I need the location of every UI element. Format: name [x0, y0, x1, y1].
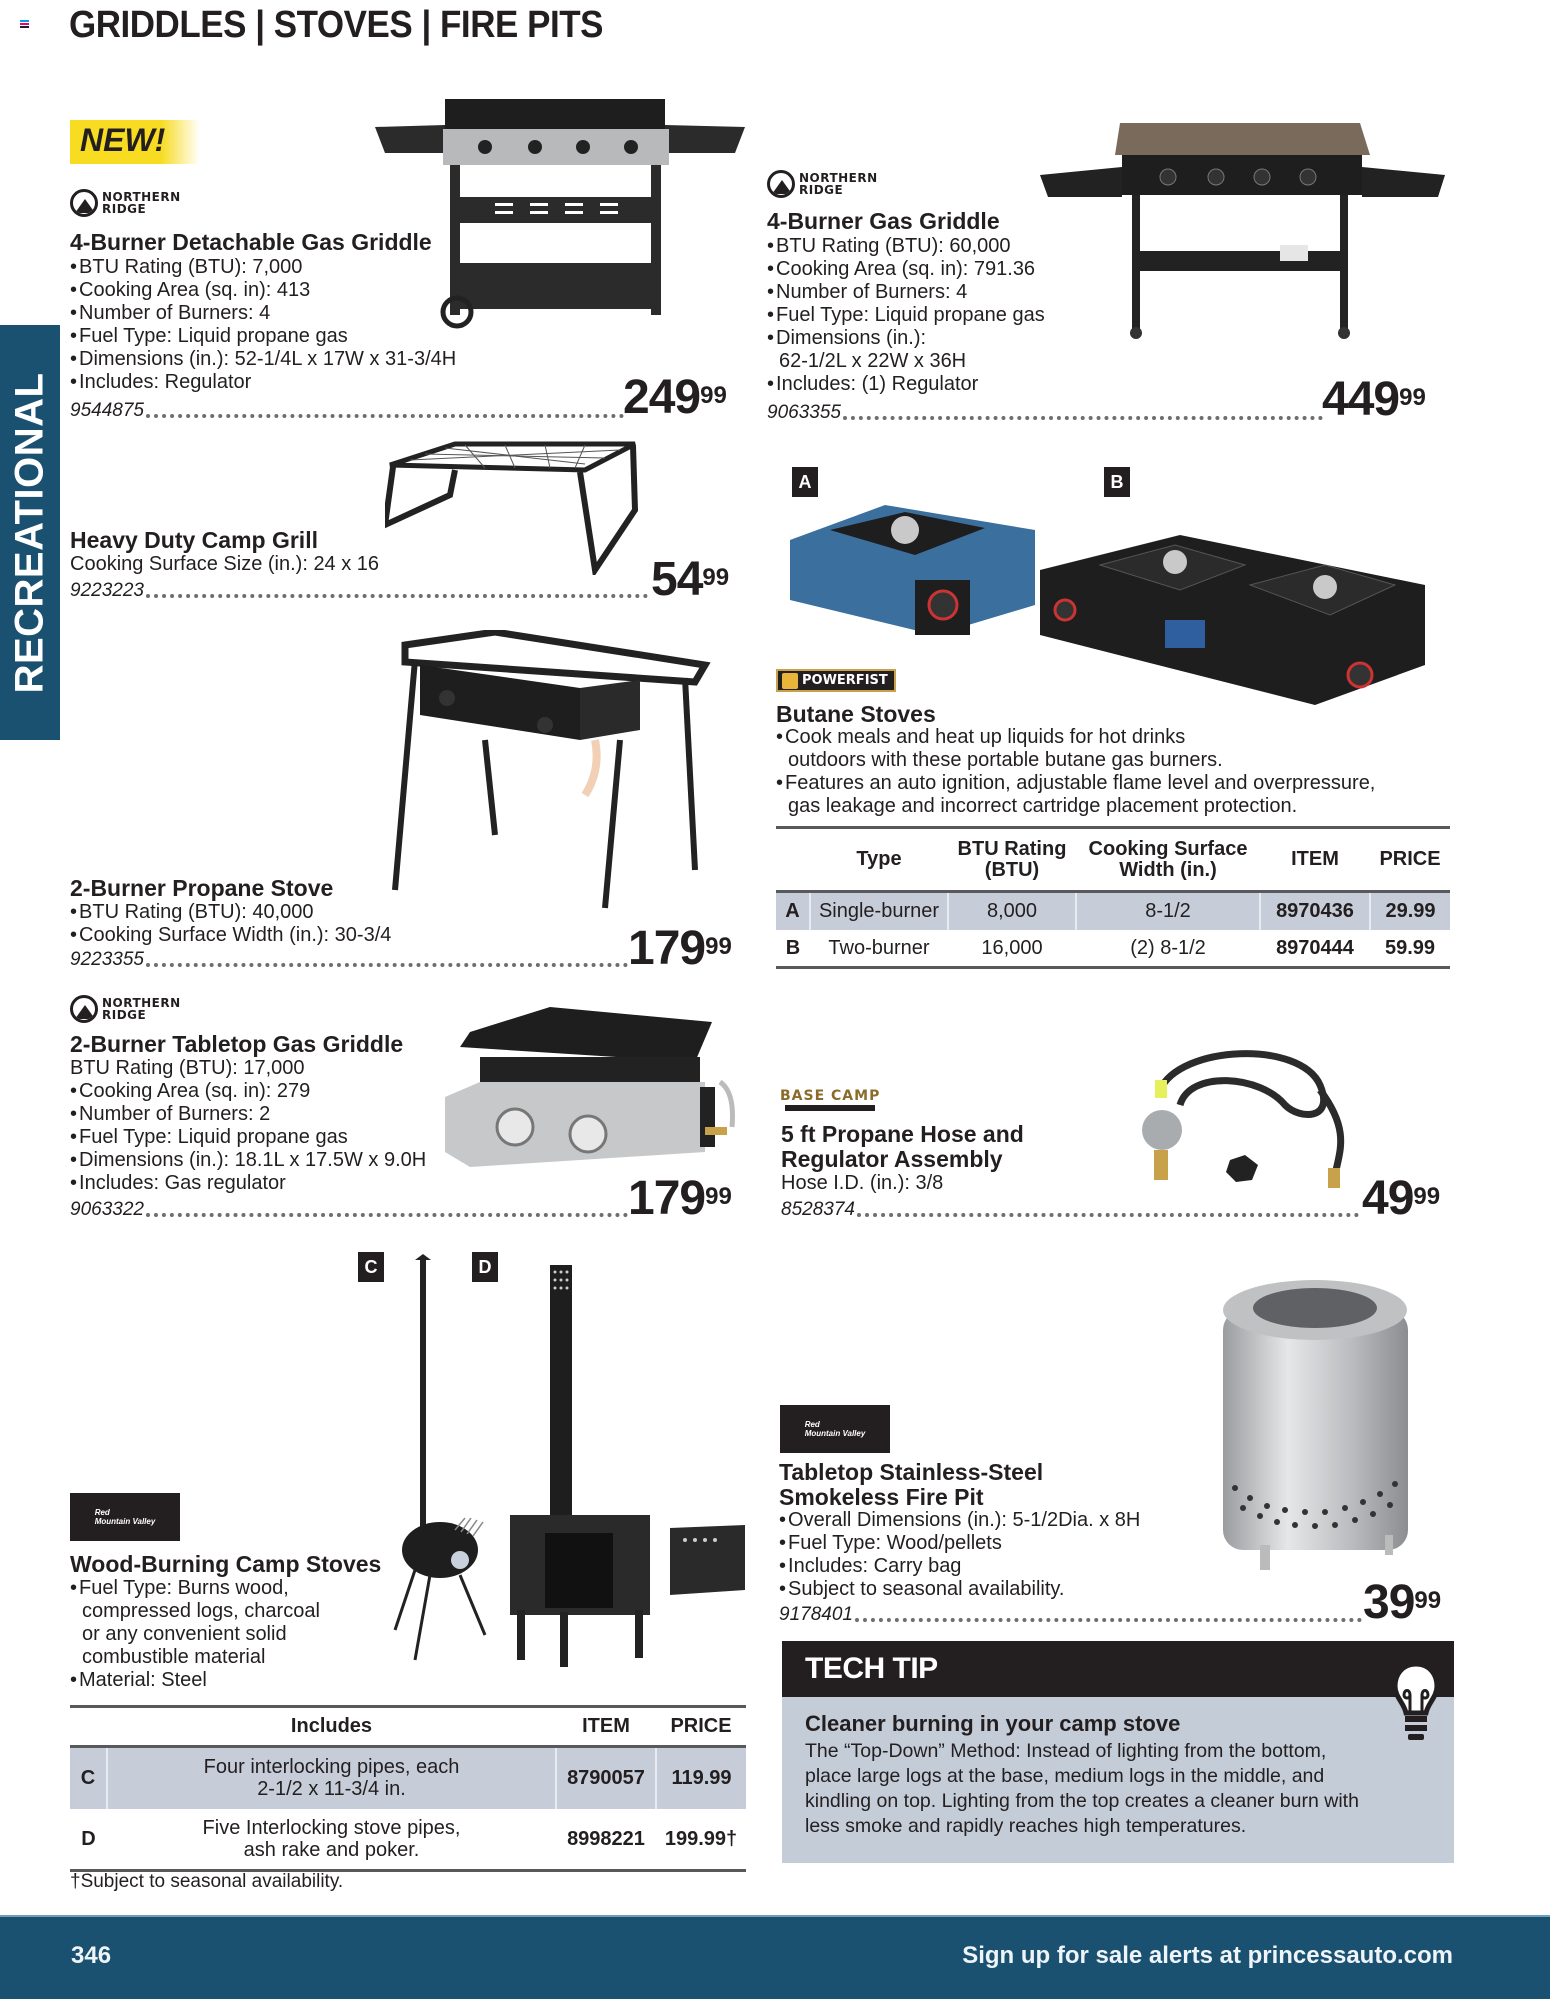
spec-item: • Cooking Surface Width (in.): 30-3/4 [70, 924, 391, 947]
spec-item: • Dimensions (in.): 18.1L x 17.5W x 9.0H [70, 1149, 426, 1172]
tech-tip-line: less smoke and rapidly reaches high temperatures. [805, 1815, 1247, 1837]
spec-item-continued: combustible material [82, 1646, 266, 1668]
brand-label: POWERFIST [802, 673, 888, 688]
price [1363, 1576, 1442, 1629]
variant-label-c: C [358, 1252, 384, 1282]
wood-stoves-table [70, 1705, 746, 1872]
spec-item: • Overall Dimensions (in.): 5-1/2Dia. x 8H [779, 1509, 1140, 1532]
sku: 9063355 [767, 402, 841, 423]
col-header-variant [776, 828, 810, 892]
brand-logo-red-mountain-valley [70, 1493, 180, 1541]
sku-line [781, 1195, 1361, 1221]
cell-type: Single-burner [810, 892, 948, 930]
tabletop-griddle-image [440, 1002, 740, 1167]
spec-item: • BTU Rating (BTU): 7,000 [70, 256, 456, 279]
brand-line: NORTHERN [102, 996, 181, 1010]
brand-line: RIDGE [102, 202, 147, 216]
price-dollars: 449 [1322, 373, 1400, 426]
col-header-width [1076, 828, 1260, 892]
price-dollars: 49 [1362, 1172, 1414, 1225]
col-header-price: PRICE [670, 1715, 732, 1737]
variant-label-b: B [1104, 467, 1130, 497]
spec-list [70, 1057, 426, 1195]
propane-stove-image [385, 630, 715, 915]
section-tab-recreational [0, 325, 60, 740]
price-dollars: 54 [651, 553, 703, 606]
price [1322, 373, 1426, 426]
price [651, 553, 730, 606]
spec-list [767, 235, 1045, 396]
spec-item: • Includes: Regulator [70, 371, 456, 394]
product-name: 4-Burner Gas Griddle [767, 208, 1000, 234]
new-badge-label: NEW! [80, 122, 166, 158]
sku: 9223223 [70, 580, 144, 601]
cell-btu: 8,000 [948, 892, 1076, 930]
leader-dots [146, 1213, 628, 1217]
spec-item-continued: outdoors with these portable butane gas burners. [788, 749, 1223, 771]
product-name: Wood-Burning Camp Stoves [70, 1551, 382, 1577]
product-name [781, 1122, 1024, 1172]
spec-list [70, 901, 391, 947]
product-name-line: 5 ft Propane Hose and [781, 1121, 1024, 1147]
product-name: 4-Burner Detachable Gas Griddle [70, 229, 432, 255]
cell-variant: A [776, 892, 810, 930]
fist-icon [782, 673, 798, 689]
cell-line: Five Interlocking stove pipes, [202, 1816, 461, 1839]
detachable-griddle-image [375, 95, 745, 330]
cell-variant: B [785, 936, 801, 959]
brand-line: NORTHERN [102, 190, 181, 204]
sku-line [70, 945, 630, 971]
cell-price: 59.99 [1384, 936, 1436, 959]
sku-line [779, 1600, 1364, 1626]
cell-variant: D [81, 1827, 96, 1850]
leader-dots [146, 963, 628, 967]
leader-dots [146, 414, 624, 418]
price-cents: 99 [705, 1183, 732, 1210]
col-header-includes: Includes [290, 1715, 373, 1737]
price-cents: 99 [1399, 384, 1426, 411]
price-cents: 99 [700, 382, 727, 409]
sku: 9223355 [70, 949, 144, 970]
table-row [70, 1747, 746, 1809]
page-title: GRIDDLES | STOVES | FIRE PITS [69, 4, 603, 46]
spec-item: • Cooking Area (sq. in): 413 [70, 279, 456, 302]
cell-price: 119.99 [656, 1747, 746, 1809]
spec-item: • Cooking Area (sq. in): 791.36 [767, 258, 1045, 281]
sku-line [70, 1195, 630, 1221]
brand-label: BASE CAMP [780, 1088, 881, 1104]
spec-item: • Cooking Area (sq. in): 279 [70, 1080, 426, 1103]
price-cents: 99 [705, 933, 732, 960]
brand-line: Red [804, 1420, 820, 1429]
cell-width: (2) 8-1/2 [1130, 936, 1206, 959]
header-line: Width (in.) [1119, 858, 1217, 881]
spec-item: • Dimensions (in.): [767, 327, 1045, 350]
gas-griddle-image [1040, 115, 1450, 340]
brand-logo-powerfist [776, 669, 896, 692]
price [623, 371, 727, 424]
cell-item: 8970444 [1276, 936, 1354, 959]
tech-tip-title: Cleaner burning in your camp stove [805, 1711, 1181, 1736]
price [628, 1172, 732, 1225]
sku: 8528374 [781, 1199, 855, 1220]
variant-label-a: A [792, 467, 818, 497]
spec-item: • Number of Burners: 4 [767, 281, 1045, 304]
cell-type: Two-burner [828, 936, 930, 959]
brand-line: Mountain Valley [94, 1517, 156, 1526]
cell-item: 8790057 [556, 1747, 656, 1809]
cell-line: Four interlocking pipes, each [203, 1756, 460, 1779]
spec-item: • Includes: Gas regulator [70, 1172, 426, 1195]
leader-dots [855, 1618, 1362, 1622]
brand-line: RIDGE [799, 183, 844, 197]
camp-grill-image [385, 440, 640, 575]
price-dollars: 179 [628, 922, 706, 975]
price-cents: 99 [1414, 1587, 1442, 1614]
table-row [70, 1809, 746, 1871]
col-header-variant [70, 1707, 107, 1747]
col-header-item: ITEM [582, 1715, 630, 1737]
spec-item: • Cook meals and heat up liquids for hot drinks [776, 726, 1375, 749]
tech-tip-body [805, 1739, 1430, 1839]
spec-item: • Includes: Carry bag [779, 1555, 1140, 1578]
spec-item-continued: gas leakage and incorrect cartridge placement protection. [788, 795, 1298, 817]
spec-item: Hose I.D. (in.): 3/8 [781, 1172, 944, 1194]
variant-label-d: D [472, 1252, 498, 1282]
table-row [776, 892, 1450, 930]
product-name-line: Smokeless Fire Pit [779, 1484, 984, 1510]
spec-item-continued: compressed logs, charcoal [82, 1600, 320, 1622]
cell-variant: C [70, 1747, 107, 1809]
product-name: Heavy Duty Camp Grill [70, 527, 318, 553]
spec-item: • Subject to seasonal availability. [779, 1578, 1140, 1601]
col-header-btu [948, 828, 1076, 892]
sku-line [70, 576, 650, 602]
sku-line [767, 398, 1325, 424]
spec-item-continued: or any convenient solid [82, 1623, 287, 1645]
header-line: Cooking Surface [1088, 837, 1248, 860]
spec-list [70, 553, 379, 576]
product-name-line: Regulator Assembly [781, 1146, 1003, 1172]
product-name [779, 1460, 1043, 1510]
spec-item: Cooking Surface Size (in.): 24 x 16 [70, 553, 380, 575]
butane-stoves-table [776, 826, 1450, 969]
leader-dots [843, 416, 1323, 420]
cell-btu: 16,000 [981, 936, 1043, 959]
spec-list [70, 1577, 320, 1692]
brand-logo-northern-ridge [767, 170, 878, 198]
brand-strip [785, 1105, 875, 1111]
tech-tip-line: kindling on top. Lighting from the top creates a cleaner burn with [805, 1790, 1359, 1812]
spec-list [779, 1509, 1140, 1601]
cell-item: 8970436 [1260, 892, 1370, 930]
lightbulb-icon [1392, 1661, 1440, 1745]
brand-line: Mountain Valley [804, 1429, 866, 1438]
price-cents: 99 [1413, 1183, 1441, 1210]
brand-line: NORTHERN [799, 171, 878, 185]
spec-item: • Number of Burners: 4 [70, 302, 456, 325]
brand-logo-red-mountain-valley [780, 1405, 890, 1453]
col-header-price: PRICE [1379, 848, 1441, 870]
spec-item: • Dimensions (in.): 52-1/4L x 17W x 31-3/4H [70, 348, 456, 371]
brand-line: Red [94, 1508, 110, 1517]
cell-line: 2-1/2 x 11-3/4 in. [257, 1778, 406, 1801]
fire-pit-image [1215, 1270, 1415, 1580]
tech-tip-line: The “Top-Down” Method: Instead of lighting from the bottom, [805, 1740, 1327, 1762]
page-number: 346 [71, 1942, 112, 1969]
col-header-item: ITEM [1291, 848, 1339, 870]
price-dollars: 39 [1363, 1576, 1415, 1629]
product-name: 2-Burner Tabletop Gas Griddle [70, 1031, 404, 1057]
brand-line: RIDGE [102, 1008, 147, 1022]
product-name: 2-Burner Propane Stove [70, 875, 334, 901]
price-dollars: 179 [628, 1172, 706, 1225]
table-row [776, 930, 1450, 968]
brand-logo-northern-ridge [70, 995, 181, 1023]
spec-item: BTU Rating (BTU): 17,000 [70, 1057, 305, 1079]
wood-stoves-image [385, 1250, 750, 1670]
cell-item: 8998221 [567, 1827, 645, 1850]
sku: 9544875 [70, 400, 144, 421]
spec-list [776, 726, 1375, 818]
price [1362, 1172, 1441, 1225]
spec-item: • Features an auto ignition, adjustable flame level and overpressure, [776, 772, 1375, 795]
spec-item: • Material: Steel [70, 1669, 320, 1692]
leader-dots [146, 594, 648, 598]
propane-hose-image [1120, 1050, 1370, 1200]
page-footer [0, 1915, 1550, 1999]
spec-list [781, 1172, 943, 1195]
sale-alerts-link[interactable]: Sign up for sale alerts at princessauto.com [962, 1942, 1453, 1969]
spec-item: • Includes: (1) Regulator [767, 373, 1045, 396]
spec-item: • Number of Burners: 2 [70, 1103, 426, 1126]
brand-logo-northern-ridge [70, 189, 181, 217]
spec-item: • BTU Rating (BTU): 60,000 [767, 235, 1045, 258]
price [628, 922, 732, 975]
spec-item: • Fuel Type: Liquid propane gas [70, 1126, 426, 1149]
cell-line: ash rake and poker. [243, 1838, 420, 1861]
brand-logo-base-camp [780, 1088, 880, 1111]
product-name-line: Tabletop Stainless-Steel [779, 1459, 1044, 1485]
cell-includes [107, 1747, 556, 1809]
spec-item: • Fuel Type: Wood/pellets [779, 1532, 1140, 1555]
section-tab-label: RECREATIONAL [7, 372, 52, 693]
sku-line [70, 396, 626, 422]
spec-item: • Fuel Type: Liquid propane gas [767, 304, 1045, 327]
tech-tip-box [782, 1641, 1454, 1863]
cell-price: 29.99 [1370, 892, 1450, 930]
spec-item: • Fuel Type: Liquid propane gas [70, 325, 456, 348]
product-name: Butane Stoves [776, 701, 936, 727]
price-dollars: 249 [623, 371, 701, 424]
new-badge [70, 120, 200, 164]
sku: 9063322 [70, 1199, 144, 1220]
spec-item-continued: 62-1/2L x 22W x 36H [779, 350, 967, 372]
mountain-icon [767, 170, 795, 198]
spec-item: • BTU Rating (BTU): 40,000 [70, 901, 391, 924]
spec-item: • Fuel Type: Burns wood, [70, 1577, 320, 1600]
header-line: BTU Rating [957, 837, 1067, 860]
header-line: (BTU) [984, 858, 1040, 881]
mountain-icon [70, 995, 98, 1023]
tech-tip-header: TECH TIP [782, 1641, 1454, 1697]
price-cents: 99 [702, 564, 730, 591]
sku: 9178401 [779, 1604, 853, 1625]
print-registration-mark [20, 20, 29, 30]
col-header-type: Type [856, 848, 902, 870]
mountain-icon [70, 189, 98, 217]
leader-dots [857, 1213, 1359, 1217]
footnote: †Subject to seasonal availability. [70, 1871, 344, 1892]
cell-price: 199.99† [664, 1827, 738, 1850]
cell-width: 8-1/2 [1076, 892, 1260, 930]
cell-includes [107, 1809, 556, 1871]
tech-tip-line: place large logs at the base, medium logs in the middle, and [805, 1765, 1325, 1787]
